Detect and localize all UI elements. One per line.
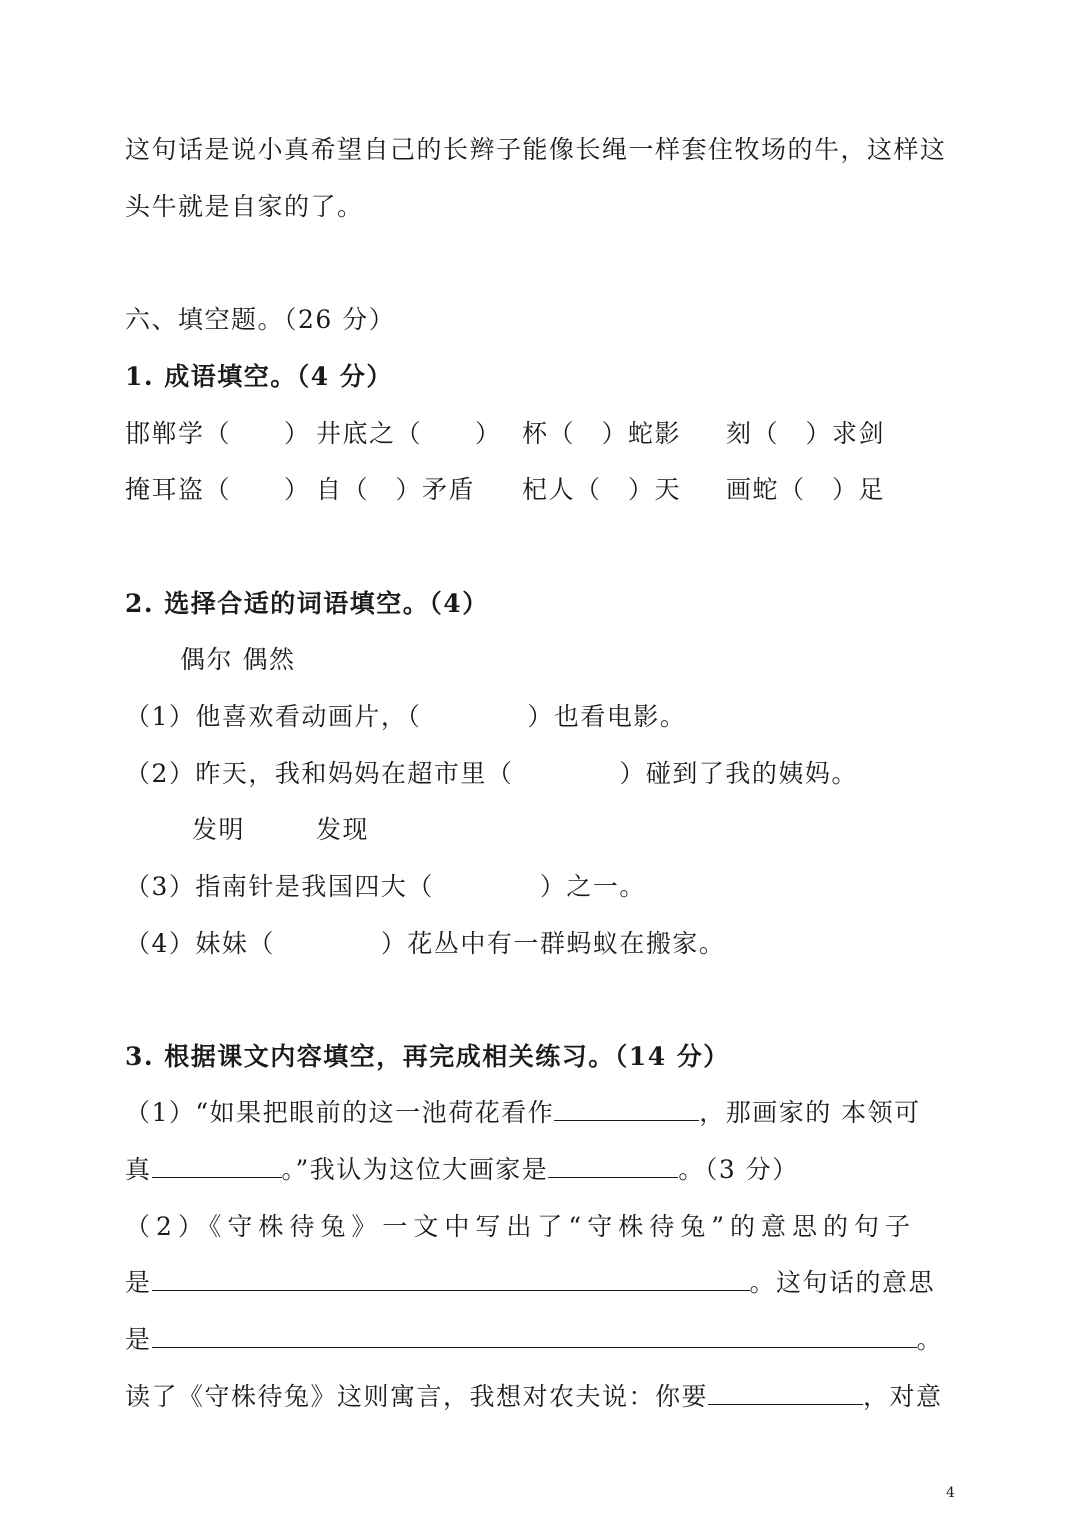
q2-sentence-3: （3）指南针是我国四大（ ）之一。 (125, 872, 646, 901)
answer-blank[interactable] (152, 1323, 917, 1348)
q3-p2-line1: （2）《守株待兔》一文中写出了“守株待兔”的意思的句子 (125, 1212, 916, 1241)
q1-title: 1. 成语填空。（4 分） (125, 362, 393, 391)
q2-word-b: 发现 (316, 815, 370, 844)
idiom-5: 掩耳盗（ ） (125, 475, 311, 504)
q3-p2-line4 (125, 1380, 943, 1414)
q3-p2-line3 (125, 1323, 943, 1357)
q3-p1-line1 (125, 1096, 921, 1130)
q2-sentence-2: （2）昨天，我和妈妈在超市里（ ）碰到了我的姨妈。 (125, 759, 858, 788)
answer-blank[interactable] (708, 1380, 863, 1405)
q3-p2-text-b: 是 (125, 1268, 152, 1297)
idiom-1: 邯郸学（ ） (125, 419, 311, 448)
q3-p1-text-b: ，那画家的 本领可 (699, 1098, 921, 1127)
q3-p1-text-d: 。”我认为这位大画家是 (281, 1155, 549, 1184)
q3-p2-text-g: ，对意 (863, 1382, 943, 1411)
idiom-7: 杞人（ ）天 (522, 475, 682, 504)
idiom-6: 自（ ）矛盾 (316, 475, 476, 504)
q3-p1-text-a: （1）“如果把眼前的这一池荷花看作 (125, 1098, 555, 1127)
q2-word-group-1: 偶尔 偶然 (180, 645, 296, 674)
idiom-8: 画蛇（ ）足 (726, 475, 886, 504)
q3-p2-text-c: 。这句话的意思 (749, 1268, 936, 1297)
q3-p1-text-c: 真 (125, 1155, 152, 1184)
answer-blank[interactable] (548, 1153, 678, 1178)
q3-p2-line2 (125, 1266, 935, 1300)
intro-line-2: 头牛就是自家的了。 (125, 192, 364, 221)
q2-sentence-1: （1）他喜欢看动画片，（ ）也看电影。 (125, 702, 687, 731)
section-6-title: 六、填空题。（26 分） (125, 305, 396, 334)
q2-sentence-4: （4）妹妹（ ）花丛中有一群蚂蚁在搬家。 (125, 929, 726, 958)
page-number: 4 (946, 1485, 955, 1501)
idiom-4: 刻（ ）求剑 (726, 419, 886, 448)
q3-p2-text-f: 读了《守株待兔》这则寓言，我想对农夫说：你要 (125, 1382, 709, 1411)
idiom-3: 杯（ ）蛇影 (522, 419, 682, 448)
q3-p2-text-e: 。 (916, 1325, 944, 1354)
idiom-2: 井底之（ ） (316, 419, 502, 448)
q3-p1-line2 (125, 1153, 799, 1187)
q3-p2-text-d: 是 (125, 1325, 152, 1354)
q3-p1-text-e: 。（3 分） (678, 1155, 799, 1184)
q3-title: 3. 根据课文内容填空，再完成相关练习。（14 分） (125, 1042, 730, 1071)
q2-title: 2. 选择合适的词语填空。（4） (125, 589, 489, 618)
answer-blank[interactable] (554, 1096, 699, 1121)
answer-blank[interactable] (152, 1266, 750, 1291)
answer-blank[interactable] (152, 1153, 282, 1178)
q2-word-a: 发明 (192, 815, 246, 844)
intro-line-1: 这句话是说小真希望自己的长辫子能像长绳一样套住牧场的牛，这样这 (125, 135, 947, 164)
